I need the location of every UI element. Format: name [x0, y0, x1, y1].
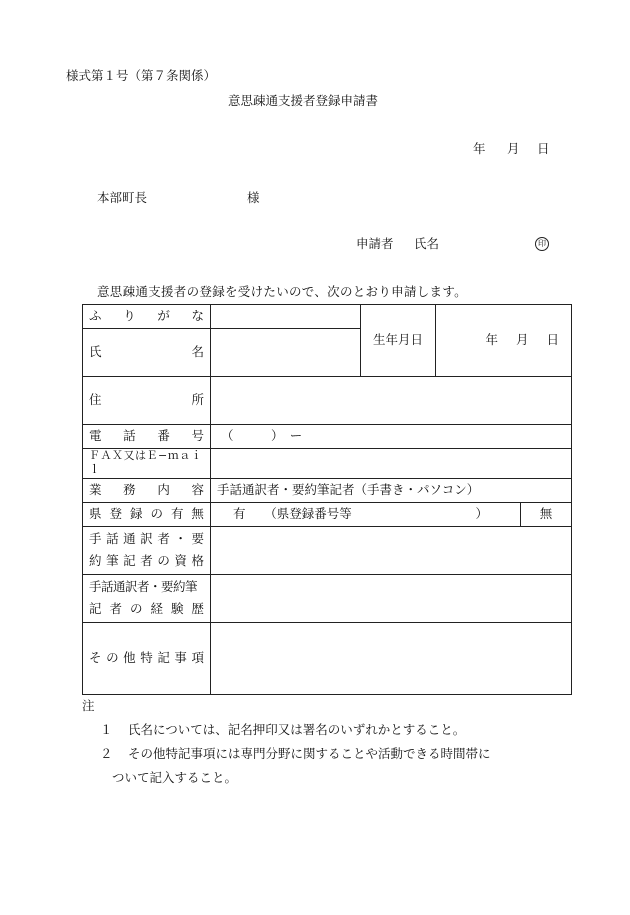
- seal-mark: 印: [535, 237, 549, 251]
- phone-field[interactable]: （ ） ー: [211, 425, 572, 449]
- other-field[interactable]: [211, 622, 572, 694]
- applicant-name-label: 氏名: [414, 236, 440, 251]
- phone-label: 電 話 番 号: [83, 425, 211, 449]
- business-value[interactable]: 手話通訳者・要約筆記者（手書き・パソコン）: [211, 478, 572, 502]
- intro-text: 意思疎通支援者の登録を受けたいので、次のとおり申請します。: [97, 284, 467, 299]
- birthdate-field[interactable]: [436, 305, 572, 377]
- applicant-label: 申請者: [356, 236, 394, 251]
- notes-label: 注: [82, 698, 95, 713]
- registration-yes-text: 有 （県登録番号等: [233, 505, 352, 521]
- addressee-honorific: 様: [247, 190, 260, 205]
- address-label: 住 所: [83, 377, 211, 425]
- furigana-field[interactable]: [211, 305, 361, 329]
- document-title: 意思疎通支援者登録申請書: [228, 93, 379, 108]
- other-label: そ の 他 特 記 事 項: [83, 622, 211, 694]
- date-day: 日: [537, 141, 550, 156]
- note-2-text: その他特記事項には専門分野に関することや活動できる時間帯に: [128, 746, 491, 761]
- fax-email-field[interactable]: [211, 449, 572, 479]
- birthdate-label: 生年月日: [361, 305, 436, 377]
- name-field[interactable]: [211, 329, 361, 377]
- address-field[interactable]: [211, 377, 572, 425]
- registration-yes[interactable]: [211, 502, 521, 526]
- qualification-field[interactable]: [211, 526, 572, 574]
- note-1-text: 氏名については、記名押印又は署名のいずれかとすること。: [128, 722, 466, 737]
- name-label: 氏 名: [83, 329, 211, 377]
- date-year: 年: [473, 141, 486, 156]
- furigana-label: ふ り が な: [83, 305, 211, 329]
- fax-email-label: ＦＡＸ又はＥ−ｍａｉｌ: [83, 449, 211, 479]
- note-2-number: ２: [100, 746, 113, 761]
- birth-year: 年: [485, 332, 498, 348]
- note-1-number: １: [100, 722, 113, 737]
- registration-label: 県 登 録 の 有 無: [83, 502, 211, 526]
- date-month: 月: [507, 141, 520, 156]
- form-number: 様式第１号（第７条関係）: [66, 68, 217, 83]
- addressee-name: 本部町長: [97, 190, 148, 205]
- qualification-label: 手 話 通 訳 者 ・ 要 約 筆 記 者 の 資 格: [83, 526, 211, 574]
- registration-close: ）: [475, 505, 488, 521]
- birth-month: 月: [515, 332, 529, 348]
- birth-day: 日: [546, 332, 560, 348]
- business-label: 業 務 内 容: [83, 478, 211, 502]
- note-2-continuation: ついて記入すること。: [112, 770, 238, 785]
- registration-no[interactable]: 無: [521, 502, 572, 526]
- application-table: [82, 304, 572, 695]
- experience-label: 手話通訳者・要約筆 記 者 の 経 験 歴: [83, 574, 211, 622]
- experience-line1: 手話通訳者・要約筆: [89, 578, 198, 594]
- experience-field[interactable]: [211, 574, 572, 622]
